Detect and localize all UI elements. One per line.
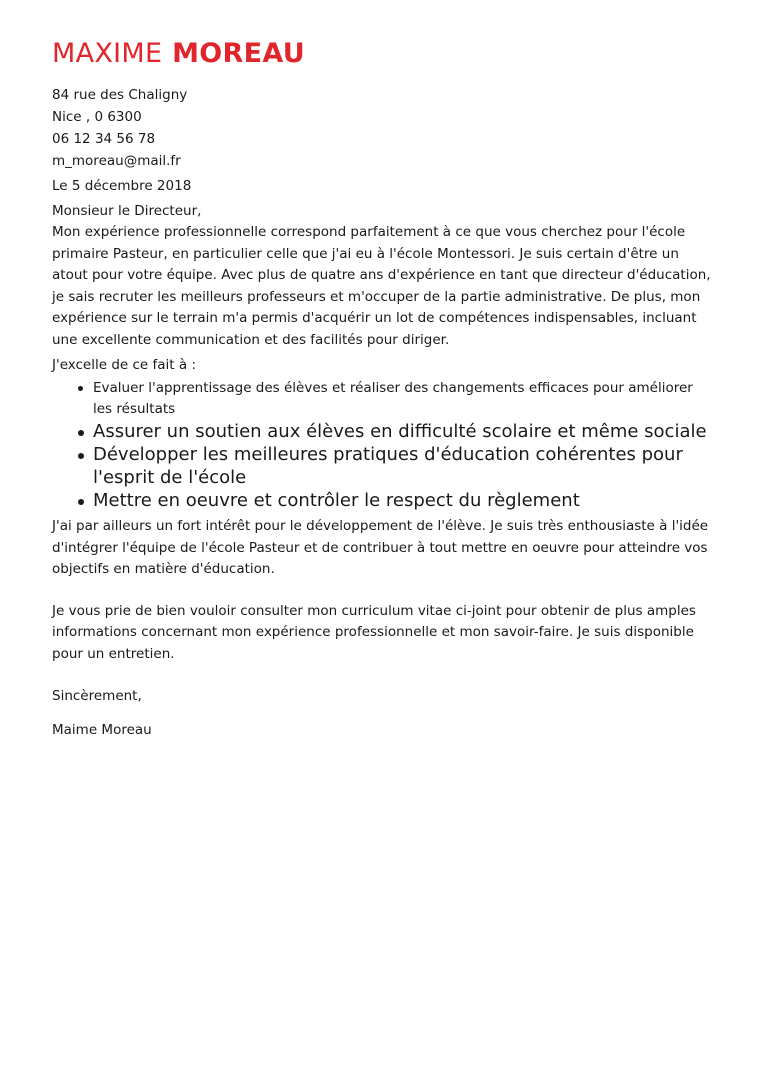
skill-item: Mettre en oeuvre et contrôler le respect du règlement — [78, 489, 712, 512]
signature-name: Maime Moreau — [52, 722, 152, 738]
contact-block — [52, 84, 712, 172]
signoff: Sincèrement, — [52, 688, 142, 704]
salutation: Monsieur le Directeur, — [52, 203, 202, 219]
skill-item: Evaluer l'apprentissage des élèves et réaliser des changements efficaces pour améliorer les résultats — [78, 378, 712, 420]
interest-paragraph: J'ai par ailleurs un fort intérêt pour le développement de l'élève. Je suis très enthousiaste à l'idée d'intégrer l'équipe de l'école Pasteur et de contribuer à tout mettre en oeuvre pour atteindre vos objectifs en matière d'éducation. — [52, 518, 709, 577]
applicant-name — [52, 38, 712, 70]
skills-intro: J'excelle de ce fait à : — [52, 357, 196, 373]
skill-item: Développer les meilleures pratiques d'éducation cohérentes pour l'esprit de l'école — [78, 443, 712, 489]
last-name: MOREAU — [172, 38, 305, 69]
contact-city: Nice , 0 6300 — [52, 109, 142, 125]
contact-phone: 06 12 34 56 78 — [52, 131, 156, 147]
intro-paragraph: Mon expérience professionnelle correspond parfaitement à ce que vous cherchez pour l'école primaire Pasteur, en particulier celle que j'ai eu à l'école Montessori. Je suis certain d'être un atout pour votre équipe. Avec plus de quatre ans d'expérience en tant que directeur d'éducation, je sais recruter les meilleurs professeurs et m'occuper de la partie administrative. De plus, mon expérience sur le terrain m'a permis d'acquérir un lot de compétences indispensables, incluant une excellente communication et des facilités pour diriger. — [52, 224, 711, 348]
closing-paragraph: Je vous prie de bien vouloir consulter mon curriculum vitae ci-joint pour obtenir de plus amples informations concernant mon expérience professionnelle et mon savoir-faire. Je suis disponible pour un entretien. — [52, 602, 696, 662]
cover-letter-page — [52, 38, 712, 741]
contact-email: m_moreau@mail.fr — [52, 153, 181, 169]
skills-list — [52, 378, 712, 512]
skill-item: Assurer un soutien aux élèves en difficulté scolaire et même sociale — [78, 420, 712, 443]
contact-street: 84 rue des Chaligny — [52, 87, 188, 103]
first-name: MAXIME — [52, 38, 163, 69]
letter-date: Le 5 décembre 2018 — [52, 178, 192, 194]
